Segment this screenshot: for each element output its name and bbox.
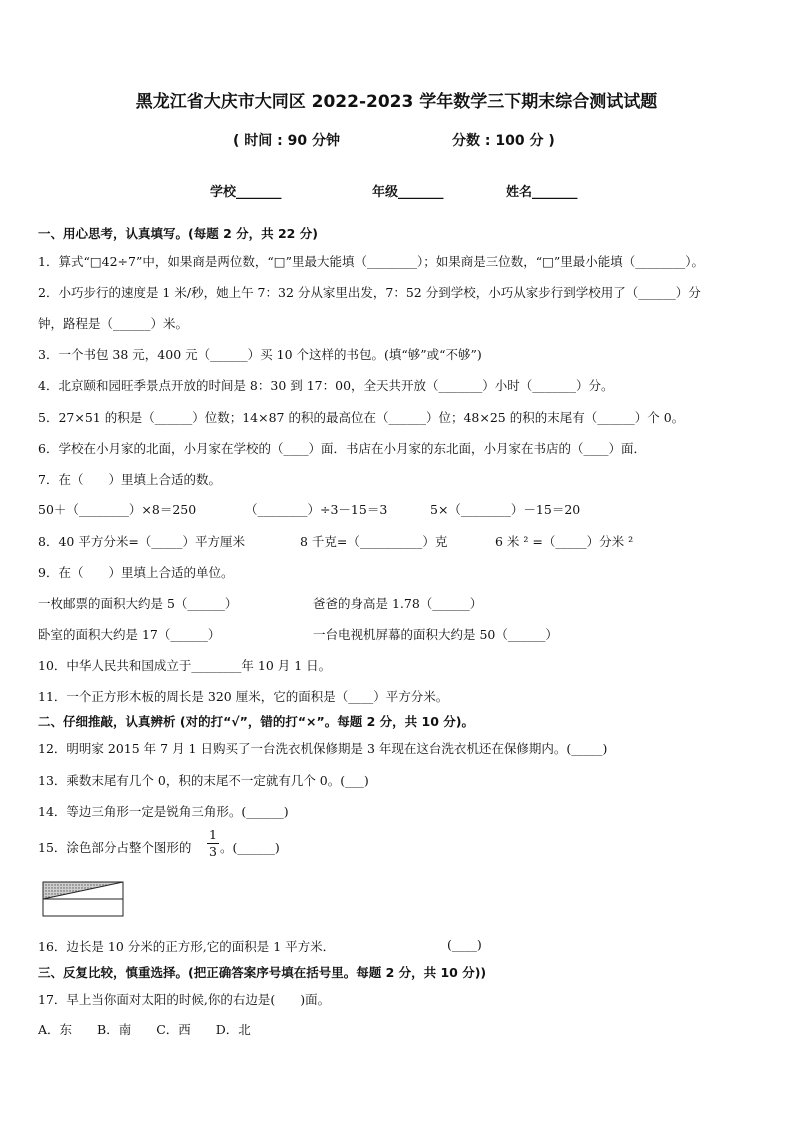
question-1: 1．算式“□42÷7”中，如果商是两位数，“□”里最大能填（________）；如果商是三位数，“□”里最小能填（________）。 [38,254,705,269]
question-9-item-b: 爸爸的身高是 1.78（______） [313,596,483,611]
page-title: 黑龙江省大庆市大同区 2022-2023 学年数学三下期末综合测试试题 [135,92,658,112]
question-7: 7．在（ ）里填上合适的数。 [38,472,221,487]
shaded-rectangle-figure [42,881,124,917]
question-16-text: 16．边长是 10 分米的正方形,它的面积是 1 平方米． [38,939,336,954]
question-12: 12．明明家 2015 年 7 月 1 日购买了一台洗衣机保修期是 3 年现在这台洗衣机还在保修期内。(_____) [38,741,608,756]
fraction-one-third [207,828,219,859]
question-7-item-b: （________）÷3－15＝3 [245,502,388,517]
question-9: 9．在（ ）里填上合适的单位。 [38,565,234,580]
name-field: 姓名_______ [506,185,578,200]
question-9-item-a: 一枚邮票的面积大约是 5（______） [38,596,238,611]
question-5: 5．27×51 的积是（______）位数；14×87 的积的最高位在（______）位；48×25 的积的末尾有（______）个 0。 [38,410,685,425]
question-6: 6．学校在小月家的北面，小月家在学校的（____）面．书店在小月家的东北面，小月家在书店的（____）面． [38,441,646,456]
question-17: 17．早上当你面对太阳的时候,你的右边是( )面。 [38,992,331,1007]
question-2-line-1: 2．小巧步行的速度是 1 米/秒，她上午 7：32 分从家里出发，7：52 分到学校，小巧从家步行到学校用了（______）分 [38,285,701,300]
question-17-options: A．东 B．南 C．西 D．北 [38,1022,251,1037]
grade-field: 年级_______ [372,185,444,200]
question-14: 14．等边三角形一定是锐角三角形。(______) [38,804,289,819]
question-8-item-b: 8 千克=（__________）克 [300,534,448,549]
question-8-item-c: 6 米 ² =（_____）分米 ² [495,534,634,549]
question-13: 13．乘数末尾有几个 0，积的末尾不一定就有几个 0。(___) [38,773,369,788]
section-3-heading: 三、反复比较，慎重选择。(把正确答案序号填在括号里。每题 2 分，共 10 分)) [38,965,487,980]
question-2-line-2: 钟，路程是（______）米。 [38,316,189,331]
school-field: 学校_______ [210,185,282,200]
question-10: 10．中华人民共和国成立于________年 10 月 1 日。 [38,658,332,673]
question-11: 11．一个正方形木板的周长是 320 厘米，它的面积是（____）平方分米。 [38,689,449,704]
section-1-heading: 一、用心思考，认真填写。(每题 2 分，共 22 分) [38,226,318,241]
question-9-item-c: 卧室的面积大约是 17（______） [38,627,221,642]
question-7-item-c: 5×（________）－15＝20 [430,502,581,517]
question-15-text: 15．涂色部分占整个图形的 [38,840,192,855]
question-16-answer: (____) [447,937,482,952]
question-8-item-a: 8．40 平方分米=（_____）平方厘米 [38,534,246,549]
question-15-answer: 。(______) [220,840,280,855]
question-4: 4．北京颐和园旺季景点开放的时间是 8：30 到 17：00，全天共开放（_______）小时（_______）分。 [38,378,614,393]
question-9-item-d: 一台电视机屏幕的面积大约是 50（______） [313,627,558,642]
question-7-item-a: 50＋（________）×8＝250 [38,502,197,517]
section-2-heading: 二、仔细推敲，认真辨析 (对的打“√”，错的打“×”。每题 2 分，共 10 分)。 [38,714,474,729]
fraction-numerator: 1 [209,827,217,842]
exam-score: 分数 : 100 分 ) [452,133,555,149]
question-3: 3．一个书包 38 元，400 元（______）买 10 个这样的书包。(填“够”或“不够”) [38,347,482,362]
fraction-denominator: 3 [209,844,217,859]
exam-time: ( 时间 : 90 分钟 [233,133,340,149]
